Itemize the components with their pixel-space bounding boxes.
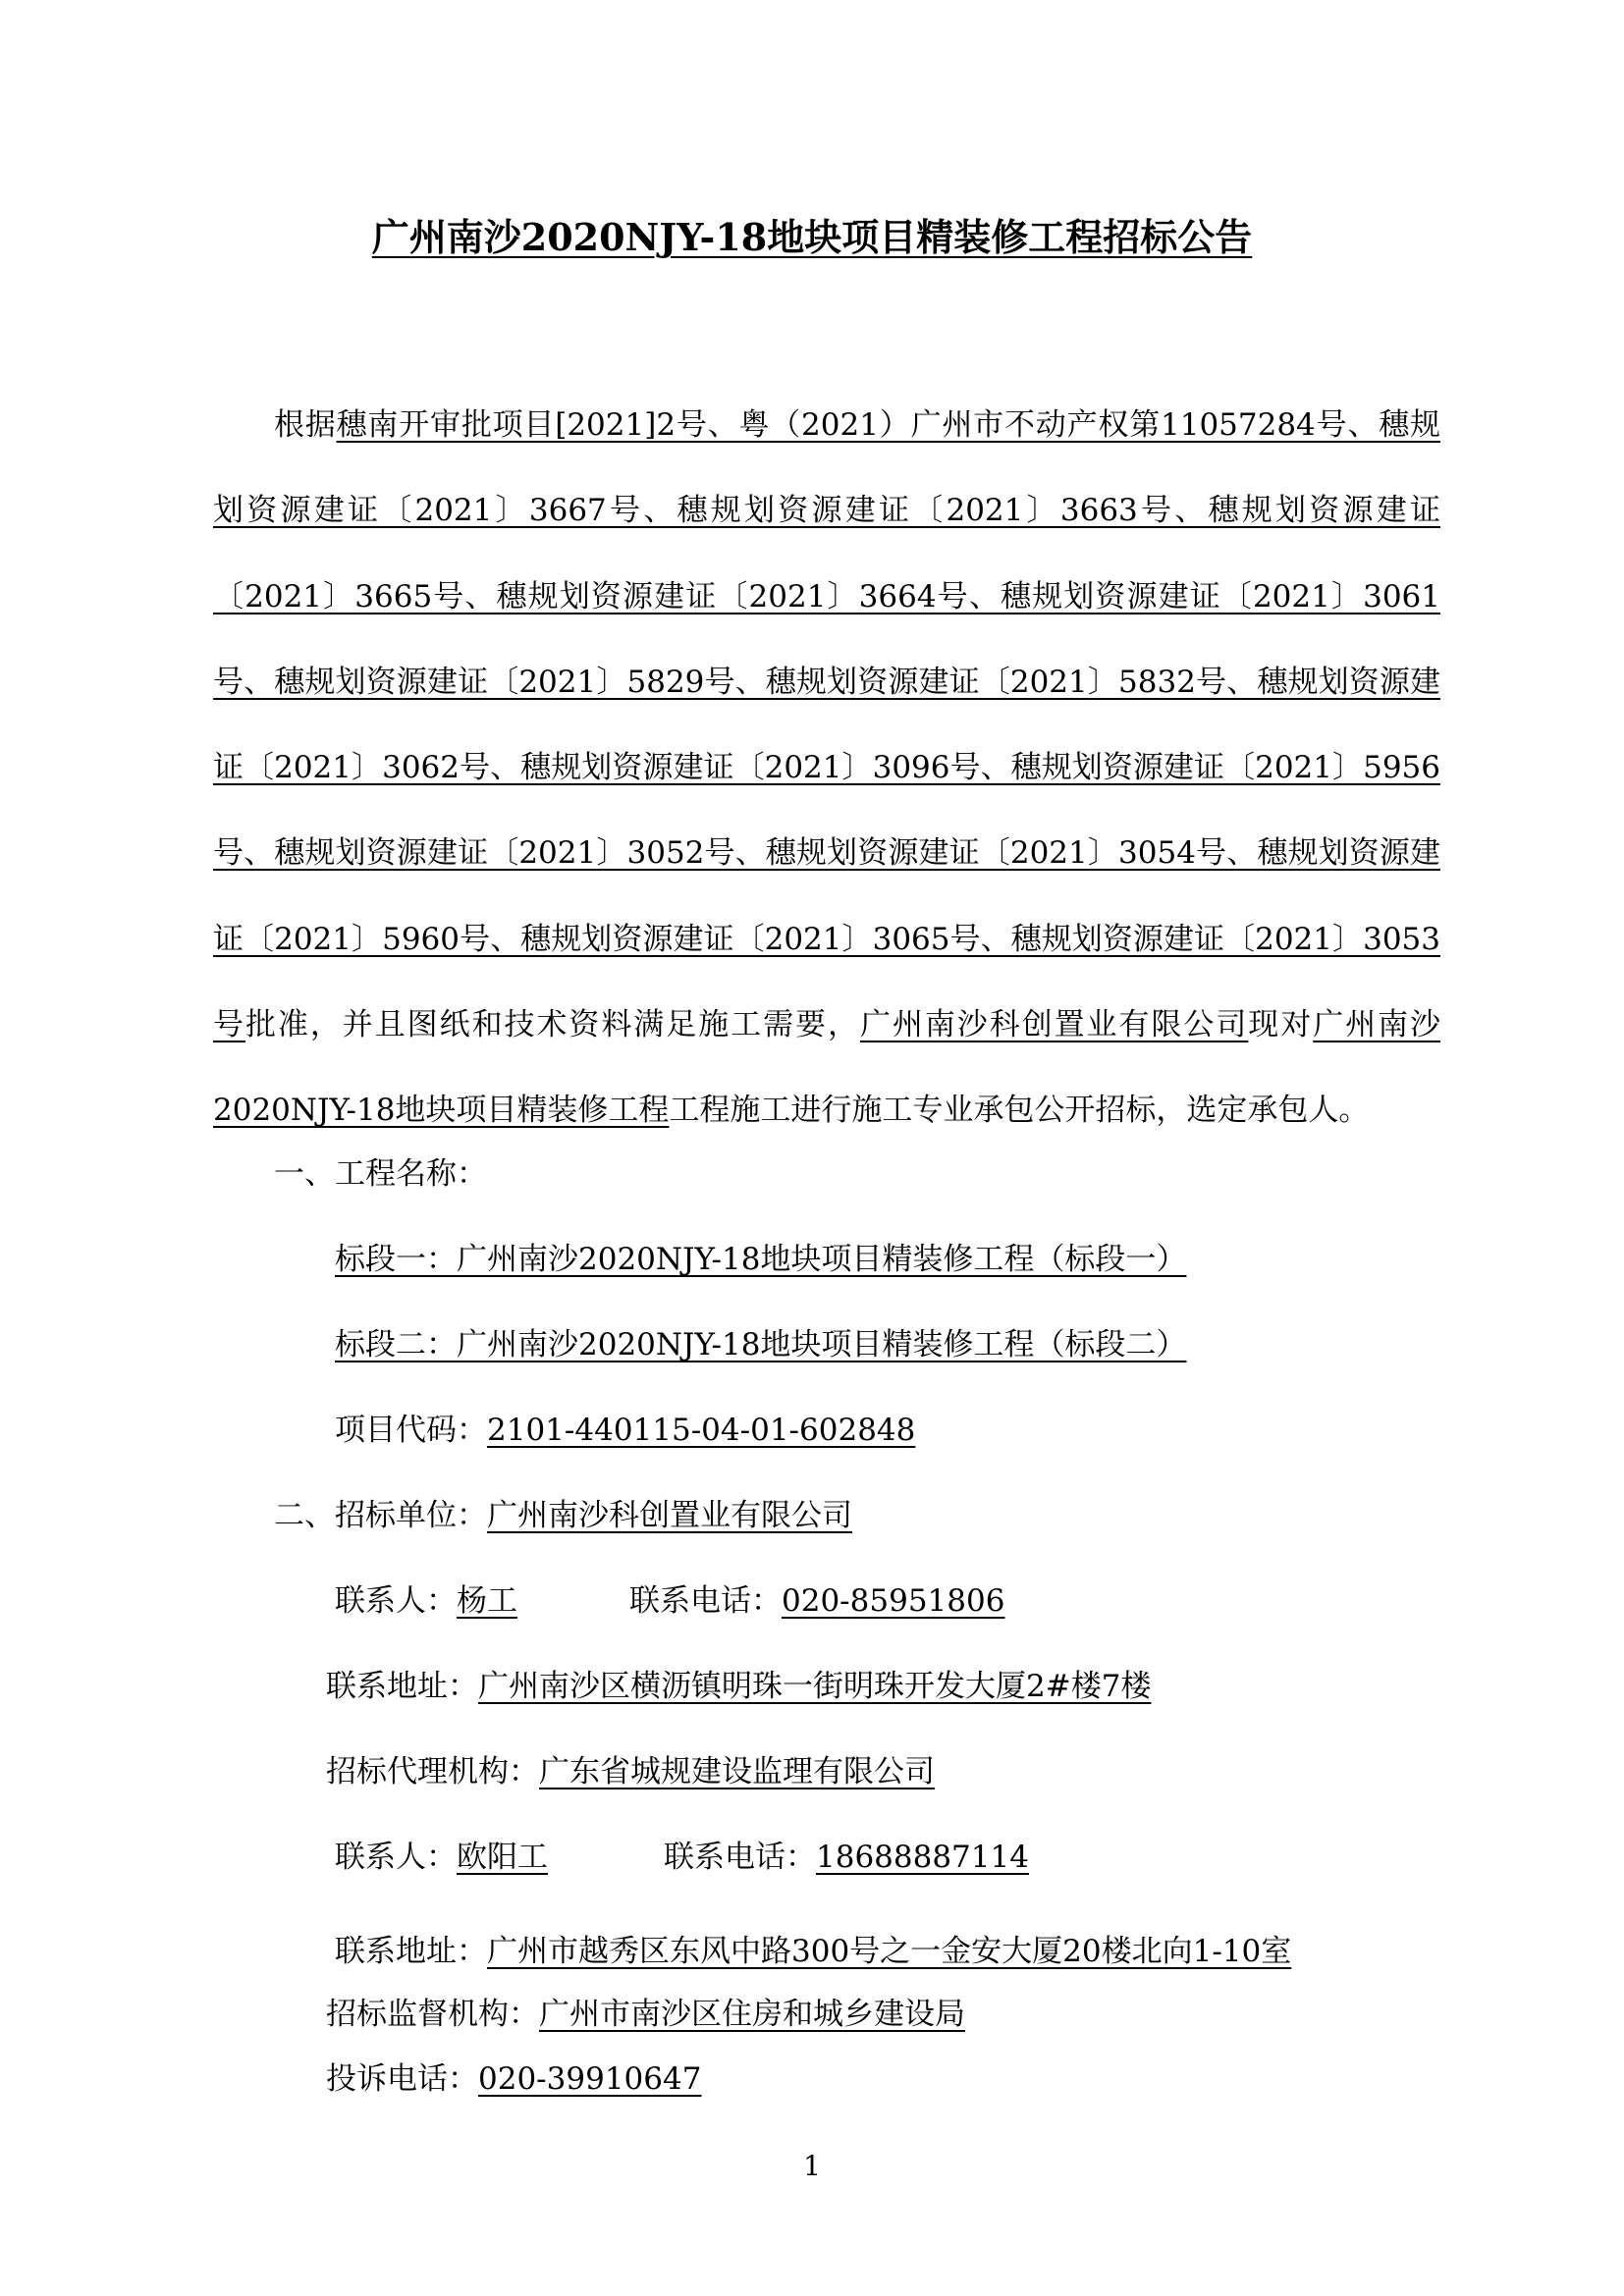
complaint-value: 020-39910647 xyxy=(478,2061,702,2097)
tenderer-contact xyxy=(335,1576,517,1626)
phone-label: 联系电话： xyxy=(629,1583,782,1619)
tenderer-name: 广州南沙科创置业有限公司 xyxy=(487,1498,852,1533)
lot2-name: 标段二：广州南沙2020NJY-18地块项目精装修工程（标段二） xyxy=(335,1327,1187,1362)
project-code-label: 项目代码： xyxy=(335,1413,487,1448)
agency-label: 招标代理机构： xyxy=(326,1754,539,1789)
agency-contact-label: 联系人： xyxy=(335,1840,457,1875)
address-label: 联系地址： xyxy=(326,1669,478,1704)
complaint-label: 投诉电话： xyxy=(326,2061,478,2097)
phone-value: 020-85951806 xyxy=(782,1583,1005,1619)
intro-text-3: 现对 xyxy=(1248,1007,1314,1043)
project-code-value: 2101-440115-04-01-602848 xyxy=(487,1413,916,1448)
agency xyxy=(326,1747,935,1796)
contact-label: 联系人： xyxy=(335,1583,457,1619)
address-value: 广州南沙区横沥镇明珠一街明珠开发大厦2#楼7楼 xyxy=(478,1669,1152,1704)
intro-text-4: 工程施工进行施工专业承包公开招标，选定承包人。 xyxy=(669,1093,1370,1129)
section2-heading xyxy=(274,1491,852,1540)
section1-heading: 一、工程名称： xyxy=(274,1156,487,1192)
agency-address-value: 广州市越秀区东风中路300号之一金安大厦20楼北向1-10室 xyxy=(487,1934,1292,1969)
intro-paragraph xyxy=(213,383,1440,1154)
agency-address xyxy=(335,1927,1291,1976)
supervisor xyxy=(326,1990,965,2039)
supervisor-label: 招标监督机构： xyxy=(326,1997,539,2032)
tenderer-phone xyxy=(629,1576,1004,1626)
complaint-phone xyxy=(326,2055,701,2104)
document-title: 广州南沙2020NJY-18地块项目精装修工程招标公告 xyxy=(371,215,1253,259)
intro-text-2: 批准，并且图纸和技术资料满足施工需要， xyxy=(244,1007,860,1043)
approval-numbers: 穗南开审批项目[2021]2号、粤（2021）广州市不动产权第11057284号、穗规划资源建证〔2021〕3667号、穗规划资源建证〔2021〕3663号、穗规划资源建证〔2021〕3665号、穗规划资源建证〔2021〕3664号、穗规划资源建证〔2021〕3061号、穗规划资源建证〔2021〕5829号、穗规划资源建证〔2021〕5832号、穗规划资源建证〔2021〕3062号、穗规划资源建证〔2021〕3096号、穗规划资源建证〔2021〕5956号、穗规划资源建证〔2021〕3052号、穗规划资源建证〔2021〕3054号、穗规划资源建证〔2021〕5960号、穗规划资源建证〔2021〕3065号、穗规划资源建证〔2021〕3053号 xyxy=(213,407,1440,1043)
supervisor-value: 广州市南沙区住房和城乡建设局 xyxy=(539,1997,965,2032)
page-number: 1 xyxy=(803,2150,821,2182)
project-code xyxy=(335,1406,915,1455)
agency-phone-label: 联系电话： xyxy=(664,1840,816,1875)
project-name: 广州南沙2020NJY-18地块项目精装修工程 xyxy=(213,1007,1441,1129)
agency-contact xyxy=(335,1833,548,1882)
tenderer-address xyxy=(326,1662,1151,1711)
intro-text-1: 根据 xyxy=(274,407,337,443)
company-name: 广州南沙科创置业有限公司 xyxy=(859,1007,1249,1043)
agency-phone xyxy=(664,1833,1029,1882)
agency-phone-value: 18688887114 xyxy=(816,1840,1029,1875)
agency-contact-value: 欧阳工 xyxy=(457,1840,548,1875)
agency-value: 广东省城规建设监理有限公司 xyxy=(539,1754,935,1789)
contact-value: 杨工 xyxy=(457,1583,517,1619)
section2-heading-label: 二、招标单位： xyxy=(274,1498,487,1533)
agency-address-label: 联系地址： xyxy=(335,1934,487,1969)
lot1-name: 标段一：广州南沙2020NJY-18地块项目精装修工程（标段一） xyxy=(335,1242,1187,1277)
